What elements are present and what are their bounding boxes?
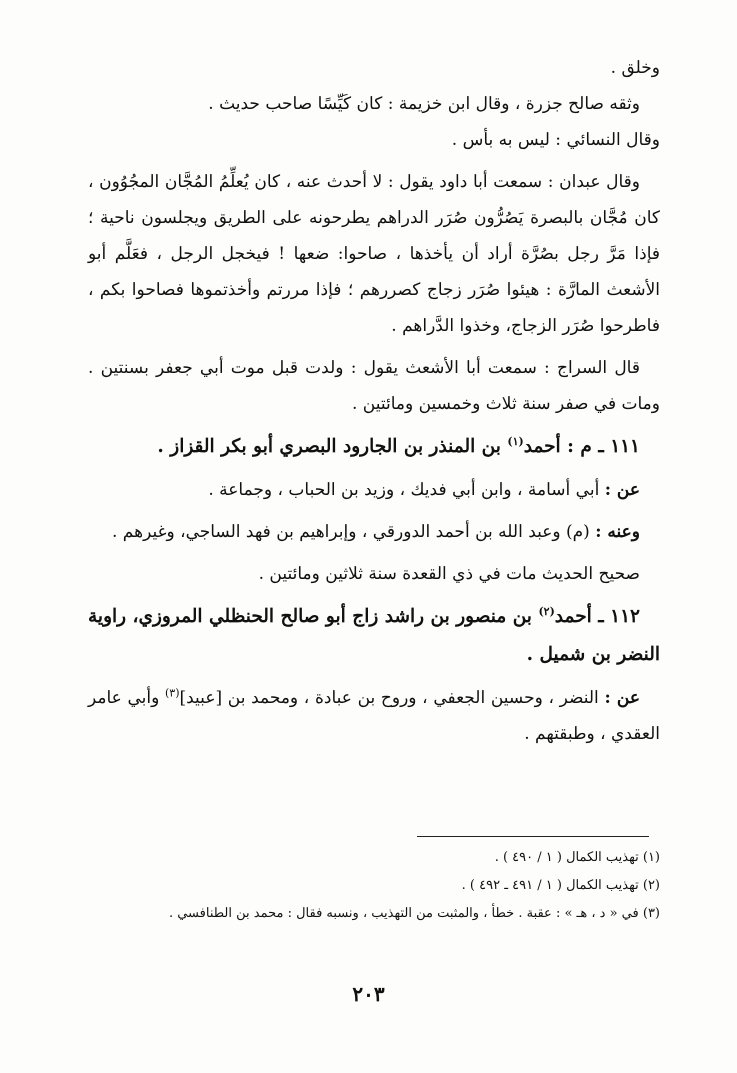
students-label: وعنه : [595,522,640,542]
teachers-label: عن : [604,688,640,708]
paragraph-1: وثقه صالح جزرة ، وقال ابن خزيمة : كان كَيِّسًا صاحب حديث . [208,94,640,114]
main-text [88,50,660,752]
footnote-1: (١) تهذيب الكمال ( ١ / ٤٩٠ ) . [494,850,660,865]
paragraph-3: وقال عبدان : سمعت أبا داود يقول : لا أحدث عنه ، كان يُعلِّمُ المُجَّان المجُوُون ، كان مُجَّان بالبصرة يَصُرُّون صُرَر الدراهم يطرحونه على الطريق ويجلسون ناحية ؛ فإذا مَرَّ رجل بصُرَّة أراد أن يأخذها ، صاحوا: ضعها ! فيخجل الرجل ، فعَلَّم أبو الأشعث المارَّة : هيئوا صُرَر زجاج كصررهم ؛ فإذا مررتم وأخذتموها فصاحوا بكم ، فاطرحوا صُرَر الزجاج، وخذوا الدَّراهم . [88,172,660,336]
entry-name-rest: بن المنذر بن الجارود البصري أبو بكر القزاز . [157,436,501,457]
footnote-ref: (٣) [164,686,180,700]
paragraph-2: وقال النسائي : ليس به بأس . [451,130,660,150]
continuation-line: وخلق . [610,58,660,78]
entry-index: ١١٢ ـ [598,606,640,627]
paragraph-4: قال السراج : سمعت أبا الأشعث يقول : ولدت قبل موت أبي جعفر بسنتين . ومات في صفر سنة ثلاث وخمسين ومائتين . [88,358,660,414]
entry-index: ١١١ ـ م : [567,436,640,457]
footnotes [88,844,660,928]
entry-111-teachers [88,472,660,508]
teachers-text: أبي أسامة ، وابن أبي فديك ، وزيد بن الحباب ، وجماعة . [208,480,600,500]
entry-name-rest: بن منصور بن راشد زاج أبو صالح الحنظلي المروزي، راوية النضر بن شميل . [88,606,660,665]
entry-111-heading [88,428,660,466]
entry-112-teachers [88,680,660,752]
entry-111-note: صحيح الحديث مات في ذي القعدة سنة ثلاثين ومائتين . [258,564,640,584]
footnote-ref: (٢) [538,604,555,618]
entry-112-heading [88,598,660,674]
entry-111-students [88,514,660,550]
page-number: ٢٠٣ [352,982,385,1006]
footnote-2: (٢) تهذيب الكمال ( ١ / ٤٩١ ـ ٤٩٢ ) . [461,878,660,893]
entry-name: أحمد [554,606,592,627]
footnote-3: (٣) في « د ، هـ » : عقبة . خطأ ، والمثبت من التهذيب ، ونسبه فقال : محمد بن الطنافسي . [168,906,660,921]
footnote-separator [417,836,649,837]
teachers-label: عن : [604,480,640,500]
teachers-text-cont: وأبي عامر العقدي ، وطبقتهم . [88,688,660,744]
entry-name: أحمد [523,436,561,457]
students-text: (م) وعبد الله بن أحمد الدورقي ، وإبراهيم بن فهد الساجي، وغيرهم . [111,522,590,542]
footnote-ref: (١) [507,434,524,448]
teachers-text: النضر ، وحسين الجعفي ، وروح بن عبادة ، ومحمد بن [عبيد] [179,688,599,708]
